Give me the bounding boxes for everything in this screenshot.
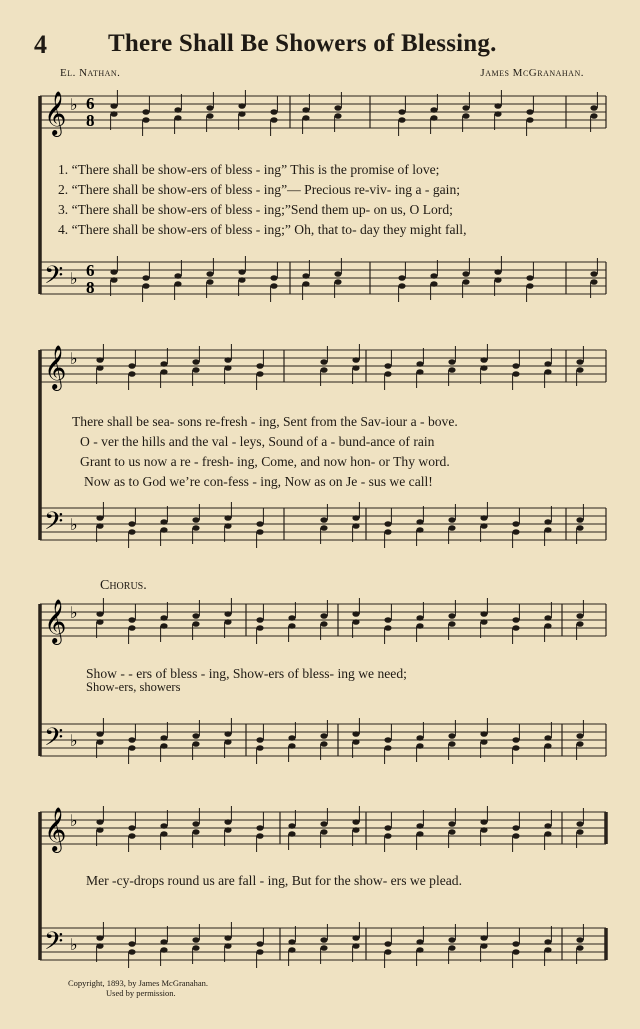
- note-head: [288, 823, 295, 829]
- note-head: [384, 625, 391, 631]
- note-head: [526, 117, 533, 123]
- note-head: [206, 279, 213, 285]
- note-head: [128, 737, 135, 743]
- note-head: [384, 941, 391, 947]
- note-head: [160, 743, 167, 749]
- treble-clef-icon: 𝄞: [44, 345, 67, 389]
- note-head: [142, 283, 149, 289]
- note-head: [462, 279, 469, 285]
- note-head: [512, 833, 519, 839]
- note-head: [462, 113, 469, 119]
- note-head: [576, 621, 583, 627]
- note-head: [128, 617, 135, 623]
- note-head: [96, 523, 103, 529]
- verse-2-line-1: 2. “There shall be show-ers of bless - ing”— Precious re-viv- ing a - gain;: [58, 182, 461, 197]
- note-head: [96, 935, 103, 941]
- note-head: [512, 625, 519, 631]
- flat-icon: ♭: [70, 95, 78, 114]
- note-head: [334, 279, 341, 285]
- note-head: [352, 739, 359, 745]
- note-head: [512, 371, 519, 377]
- note-head: [288, 623, 295, 629]
- note-head: [192, 359, 199, 365]
- note-head: [224, 523, 231, 529]
- note-head: [590, 105, 597, 111]
- note-head: [334, 113, 341, 119]
- note-head: [384, 833, 391, 839]
- note-head: [224, 739, 231, 745]
- time-signature-bass-top: 6: [86, 261, 95, 280]
- note-head: [384, 737, 391, 743]
- note-head: [224, 611, 231, 617]
- note-head: [352, 365, 359, 371]
- note-head: [352, 827, 359, 833]
- note-head: [96, 365, 103, 371]
- note-head: [544, 519, 551, 525]
- flat-icon: ♭: [70, 603, 78, 622]
- bass-clef-icon: 𝄢: [44, 723, 64, 758]
- note-head: [256, 745, 263, 751]
- treble-clef-icon: 𝄞: [44, 807, 67, 851]
- note-head: [288, 939, 295, 945]
- note-head: [142, 109, 149, 115]
- note-head: [448, 613, 455, 619]
- verse-4-line-2: Now as to God we’re con-fess - ing, Now as on Je - sus we call!: [84, 474, 433, 489]
- note-head: [416, 361, 423, 367]
- note-head: [320, 741, 327, 747]
- note-head: [416, 623, 423, 629]
- note-head: [128, 745, 135, 751]
- note-head: [174, 115, 181, 121]
- note-head: [576, 937, 583, 943]
- copyright-notice: [68, 978, 208, 998]
- note-head: [334, 105, 341, 111]
- note-head: [384, 521, 391, 527]
- note-head: [416, 823, 423, 829]
- treble-clef-icon: 𝄞: [44, 91, 67, 135]
- verse-3-line-2: Grant to us now a re - fresh- ing, Come, and now hon- or Thy word.: [80, 454, 450, 469]
- note-head: [462, 105, 469, 111]
- note-head: [110, 269, 117, 275]
- note-head: [352, 619, 359, 625]
- note-head: [512, 363, 519, 369]
- note-head: [384, 617, 391, 623]
- note-head: [224, 619, 231, 625]
- note-head: [494, 277, 501, 283]
- note-head: [544, 527, 551, 533]
- note-head: [224, 827, 231, 833]
- note-head: [160, 361, 167, 367]
- note-head: [256, 833, 263, 839]
- chorus-line-1: Show - - ers of bless - ing, Show-ers of bless- ing we need;: [86, 666, 407, 681]
- note-head: [96, 943, 103, 949]
- note-head: [256, 363, 263, 369]
- note-head: [174, 107, 181, 113]
- note-head: [224, 819, 231, 825]
- note-head: [302, 115, 309, 121]
- chorus-label: Chorus.: [100, 578, 147, 593]
- note-head: [288, 735, 295, 741]
- note-head: [224, 731, 231, 737]
- note-head: [128, 825, 135, 831]
- copyright-line-1: Copyright, 1893, by James McGranahan.: [68, 978, 208, 988]
- note-head: [256, 941, 263, 947]
- verse-1-line-2: There shall be sea- sons re-fresh - ing, Sent from the Sav-iour a - bove.: [72, 414, 458, 429]
- note-head: [544, 369, 551, 375]
- note-head: [590, 271, 597, 277]
- note-head: [206, 105, 213, 111]
- note-head: [576, 733, 583, 739]
- flat-icon: ♭: [70, 349, 78, 368]
- note-head: [320, 359, 327, 365]
- note-head: [288, 743, 295, 749]
- note-head: [256, 529, 263, 535]
- note-head: [320, 613, 327, 619]
- note-head: [160, 939, 167, 945]
- note-head: [320, 733, 327, 739]
- note-head: [576, 525, 583, 531]
- time-signature-bass-bottom: 8: [86, 278, 95, 297]
- note-head: [192, 525, 199, 531]
- note-head: [576, 517, 583, 523]
- note-head: [416, 939, 423, 945]
- note-head: [192, 367, 199, 373]
- note-head: [142, 275, 149, 281]
- note-head: [256, 617, 263, 623]
- note-head: [448, 733, 455, 739]
- note-head: [256, 371, 263, 377]
- note-head: [544, 615, 551, 621]
- note-head: [256, 825, 263, 831]
- note-head: [480, 619, 487, 625]
- note-head: [352, 935, 359, 941]
- note-head: [96, 731, 103, 737]
- note-head: [128, 625, 135, 631]
- note-head: [512, 617, 519, 623]
- bass-clef-icon: 𝄢: [44, 507, 64, 542]
- note-head: [224, 935, 231, 941]
- note-head: [142, 117, 149, 123]
- note-head: [110, 111, 117, 117]
- note-head: [526, 283, 533, 289]
- note-head: [96, 739, 103, 745]
- note-head: [416, 831, 423, 837]
- note-head: [128, 363, 135, 369]
- note-head: [256, 521, 263, 527]
- note-head: [352, 523, 359, 529]
- note-head: [480, 365, 487, 371]
- note-head: [512, 737, 519, 743]
- note-head: [352, 731, 359, 737]
- note-head: [224, 943, 231, 949]
- note-head: [238, 103, 245, 109]
- note-head: [576, 741, 583, 747]
- note-head: [320, 367, 327, 373]
- note-head: [430, 107, 437, 113]
- note-head: [480, 943, 487, 949]
- note-head: [320, 621, 327, 627]
- note-head: [416, 369, 423, 375]
- note-head: [384, 825, 391, 831]
- note-head: [224, 365, 231, 371]
- note-head: [352, 515, 359, 521]
- note-head: [448, 945, 455, 951]
- note-head: [160, 527, 167, 533]
- note-head: [160, 823, 167, 829]
- flat-icon: ♭: [70, 935, 78, 954]
- hymn-title: There Shall Be Showers of Blessing.: [108, 30, 497, 57]
- note-head: [160, 831, 167, 837]
- note-head: [160, 623, 167, 629]
- note-head: [270, 283, 277, 289]
- note-head: [224, 515, 231, 521]
- note-head: [288, 947, 295, 953]
- note-head: [238, 277, 245, 283]
- note-head: [526, 109, 533, 115]
- verse-2-line-2: O - ver the hills and the val - leys, Sound of a - bund-ance of rain: [80, 434, 435, 449]
- note-head: [544, 743, 551, 749]
- note-head: [544, 361, 551, 367]
- note-head: [320, 945, 327, 951]
- note-head: [544, 823, 551, 829]
- note-head: [398, 283, 405, 289]
- chorus-alto-line: Show-ers, showers: [86, 680, 181, 694]
- note-head: [256, 949, 263, 955]
- note-head: [192, 829, 199, 835]
- note-head: [576, 367, 583, 373]
- note-head: [288, 831, 295, 837]
- note-head: [544, 623, 551, 629]
- note-head: [512, 745, 519, 751]
- note-head: [334, 271, 341, 277]
- note-head: [494, 269, 501, 275]
- note-head: [174, 281, 181, 287]
- note-head: [480, 827, 487, 833]
- note-head: [192, 945, 199, 951]
- note-head: [352, 819, 359, 825]
- note-head: [512, 521, 519, 527]
- note-head: [480, 523, 487, 529]
- note-head: [128, 371, 135, 377]
- note-head: [480, 731, 487, 737]
- note-head: [192, 821, 199, 827]
- note-head: [320, 525, 327, 531]
- time-signature-treble-top: 6: [86, 94, 95, 113]
- note-head: [320, 829, 327, 835]
- note-head: [512, 941, 519, 947]
- note-head: [576, 829, 583, 835]
- note-head: [512, 825, 519, 831]
- note-head: [96, 357, 103, 363]
- note-head: [110, 103, 117, 109]
- note-head: [128, 941, 135, 947]
- note-head: [352, 357, 359, 363]
- note-head: [544, 939, 551, 945]
- note-head: [576, 945, 583, 951]
- bass-clef-icon: 𝄢: [44, 927, 64, 962]
- note-head: [174, 273, 181, 279]
- note-head: [160, 735, 167, 741]
- note-head: [384, 371, 391, 377]
- note-head: [270, 275, 277, 281]
- note-head: [288, 615, 295, 621]
- note-head: [320, 937, 327, 943]
- treble-clef-icon: 𝄞: [44, 599, 67, 643]
- note-head: [128, 521, 135, 527]
- note-head: [96, 819, 103, 825]
- note-head: [192, 517, 199, 523]
- note-head: [416, 527, 423, 533]
- note-head: [448, 367, 455, 373]
- note-head: [224, 357, 231, 363]
- note-head: [480, 739, 487, 745]
- note-head: [96, 827, 103, 833]
- note-head: [416, 947, 423, 953]
- note-head: [416, 735, 423, 741]
- note-head: [590, 113, 597, 119]
- note-head: [416, 519, 423, 525]
- note-head: [430, 273, 437, 279]
- note-head: [448, 621, 455, 627]
- note-head: [494, 111, 501, 117]
- note-head: [576, 821, 583, 827]
- note-head: [110, 277, 117, 283]
- note-head: [590, 279, 597, 285]
- chorus-line-2: Mer -cy-drops round us are fall - ing, But for the show- ers we plead.: [86, 873, 462, 888]
- verse-3-line-1: 3. “There shall be show-ers of bless - ing;”Send them up- on us, O Lord;: [58, 202, 453, 217]
- note-head: [544, 735, 551, 741]
- note-head: [302, 107, 309, 113]
- note-head: [128, 529, 135, 535]
- note-head: [576, 359, 583, 365]
- note-head: [480, 357, 487, 363]
- note-head: [238, 269, 245, 275]
- note-head: [494, 103, 501, 109]
- note-head: [398, 117, 405, 123]
- note-head: [430, 281, 437, 287]
- note-head: [448, 517, 455, 523]
- note-head: [416, 615, 423, 621]
- note-head: [526, 275, 533, 281]
- note-head: [160, 947, 167, 953]
- copyright-line-2: Used by permission.: [106, 988, 176, 998]
- note-head: [398, 109, 405, 115]
- note-head: [384, 949, 391, 955]
- note-head: [448, 829, 455, 835]
- flat-icon: ♭: [70, 731, 78, 750]
- note-head: [512, 949, 519, 955]
- note-head: [480, 819, 487, 825]
- note-head: [544, 947, 551, 953]
- note-head: [448, 937, 455, 943]
- note-head: [256, 625, 263, 631]
- note-head: [462, 271, 469, 277]
- bass-clef-icon: 𝄢: [44, 261, 64, 296]
- note-head: [448, 741, 455, 747]
- note-head: [192, 613, 199, 619]
- note-head: [480, 515, 487, 521]
- note-head: [270, 117, 277, 123]
- note-head: [192, 733, 199, 739]
- note-head: [192, 621, 199, 627]
- flat-icon: ♭: [70, 269, 78, 288]
- note-head: [384, 363, 391, 369]
- note-head: [128, 833, 135, 839]
- note-head: [480, 611, 487, 617]
- note-head: [302, 281, 309, 287]
- note-head: [398, 275, 405, 281]
- note-head: [384, 745, 391, 751]
- note-head: [238, 111, 245, 117]
- words-credit: El. Nathan.: [60, 67, 121, 79]
- verse-4-line-1: 4. “There shall be show-ers of bless - ing;” Oh, that to- day they might fall,: [58, 222, 467, 237]
- note-head: [96, 515, 103, 521]
- note-head: [256, 737, 263, 743]
- note-head: [128, 949, 135, 955]
- note-head: [192, 937, 199, 943]
- note-head: [544, 831, 551, 837]
- flat-icon: ♭: [70, 515, 78, 534]
- note-head: [352, 943, 359, 949]
- verse-1-line-1: 1. “There shall be show-ers of bless - ing” This is the promise of love;: [58, 162, 440, 177]
- note-head: [270, 109, 277, 115]
- note-head: [512, 529, 519, 535]
- note-head: [430, 115, 437, 121]
- note-head: [192, 741, 199, 747]
- note-head: [480, 935, 487, 941]
- note-head: [448, 525, 455, 531]
- note-head: [448, 821, 455, 827]
- note-head: [206, 271, 213, 277]
- note-head: [320, 821, 327, 827]
- note-head: [448, 359, 455, 365]
- hymn-number: 4: [34, 30, 47, 59]
- music-credit: James McGranahan.: [480, 67, 584, 79]
- note-head: [160, 519, 167, 525]
- note-head: [576, 613, 583, 619]
- note-head: [302, 273, 309, 279]
- note-head: [96, 619, 103, 625]
- note-head: [96, 611, 103, 617]
- note-head: [416, 743, 423, 749]
- note-head: [352, 611, 359, 617]
- note-head: [160, 615, 167, 621]
- note-head: [384, 529, 391, 535]
- note-head: [206, 113, 213, 119]
- note-head: [160, 369, 167, 375]
- time-signature-treble-bottom: 8: [86, 111, 95, 130]
- note-head: [320, 517, 327, 523]
- flat-icon: ♭: [70, 811, 78, 830]
